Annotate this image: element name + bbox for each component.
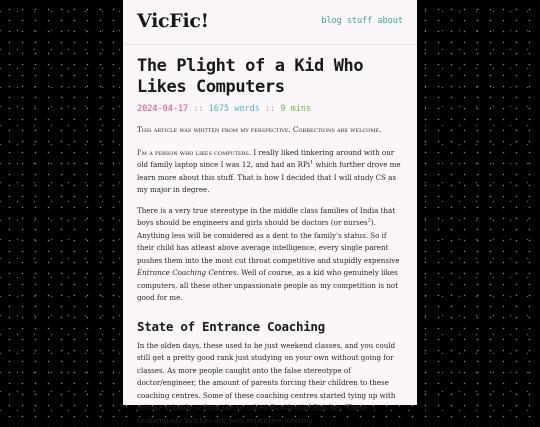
article-note: This article was written from my perspective. Corrections are welcome. xyxy=(137,124,403,137)
text: I really liked tinkering around with our old family laptop since I was 12, and had an RPi xyxy=(137,148,394,170)
site-header xyxy=(123,0,417,45)
emphasis: Entrance Coaching Centres xyxy=(137,268,237,277)
text: which further drove me learn more about this stuff. That is how I decided that I will study CS as my major in degree. xyxy=(137,160,401,194)
lead-in: I'm a person who likes computers. xyxy=(137,148,251,157)
article-title: The Plight of a Kid Who Likes Computers xyxy=(137,56,403,98)
emphasis: Residential Batches xyxy=(270,403,341,412)
footnote-ref[interactable]: 1 xyxy=(310,160,313,166)
article-date: 2024-04-17 xyxy=(137,104,188,114)
article xyxy=(137,56,403,427)
meta-separator: :: xyxy=(193,104,203,114)
site-nav xyxy=(316,16,403,26)
paragraph xyxy=(137,340,403,427)
reading-time: 9 mins xyxy=(280,104,311,114)
footnote-ref[interactable]: 2 xyxy=(368,218,371,224)
paragraph xyxy=(137,205,403,305)
section-heading: State of Entrance Coaching xyxy=(137,319,403,334)
paragraph xyxy=(137,147,403,197)
text: . Well of course, as a kid who genuinely likes computers, all these other unpassionate people as my competition is not good for me. xyxy=(137,268,398,302)
word-count: 1675 words xyxy=(209,104,260,114)
text: In the olden days, these used to be just weekend classes, and you could still get a pretty good rank just studying on your own without going for classes. As more people caught onto the false stereotype of doctor/engineer, the amount of parents forcing their children to these coaching centres. Some of these coaching centres started tying up with private schools to form the so called xyxy=(137,341,395,413)
nav-link-stuff[interactable]: stuff xyxy=(347,16,373,26)
page xyxy=(123,0,417,405)
text: ). Anything less will be considered as a dent to the family's status. So if their child has atleast above average intelligence, every single parent pushes them into the most cut throat competitive and stupidly expensive xyxy=(137,218,399,265)
text: . These residentially batches are very expensive (costing xyxy=(137,403,367,425)
text: There is a very true stereotype in the middle class families of India that boys should be engineers and girls should be doctors (or nurses xyxy=(137,206,395,228)
nav-link-blog[interactable]: blog xyxy=(321,16,341,26)
article-meta xyxy=(137,104,403,114)
nav-link-about[interactable]: about xyxy=(377,16,403,26)
site-logo[interactable]: VicFic! xyxy=(137,10,209,32)
meta-separator: :: xyxy=(265,104,275,114)
